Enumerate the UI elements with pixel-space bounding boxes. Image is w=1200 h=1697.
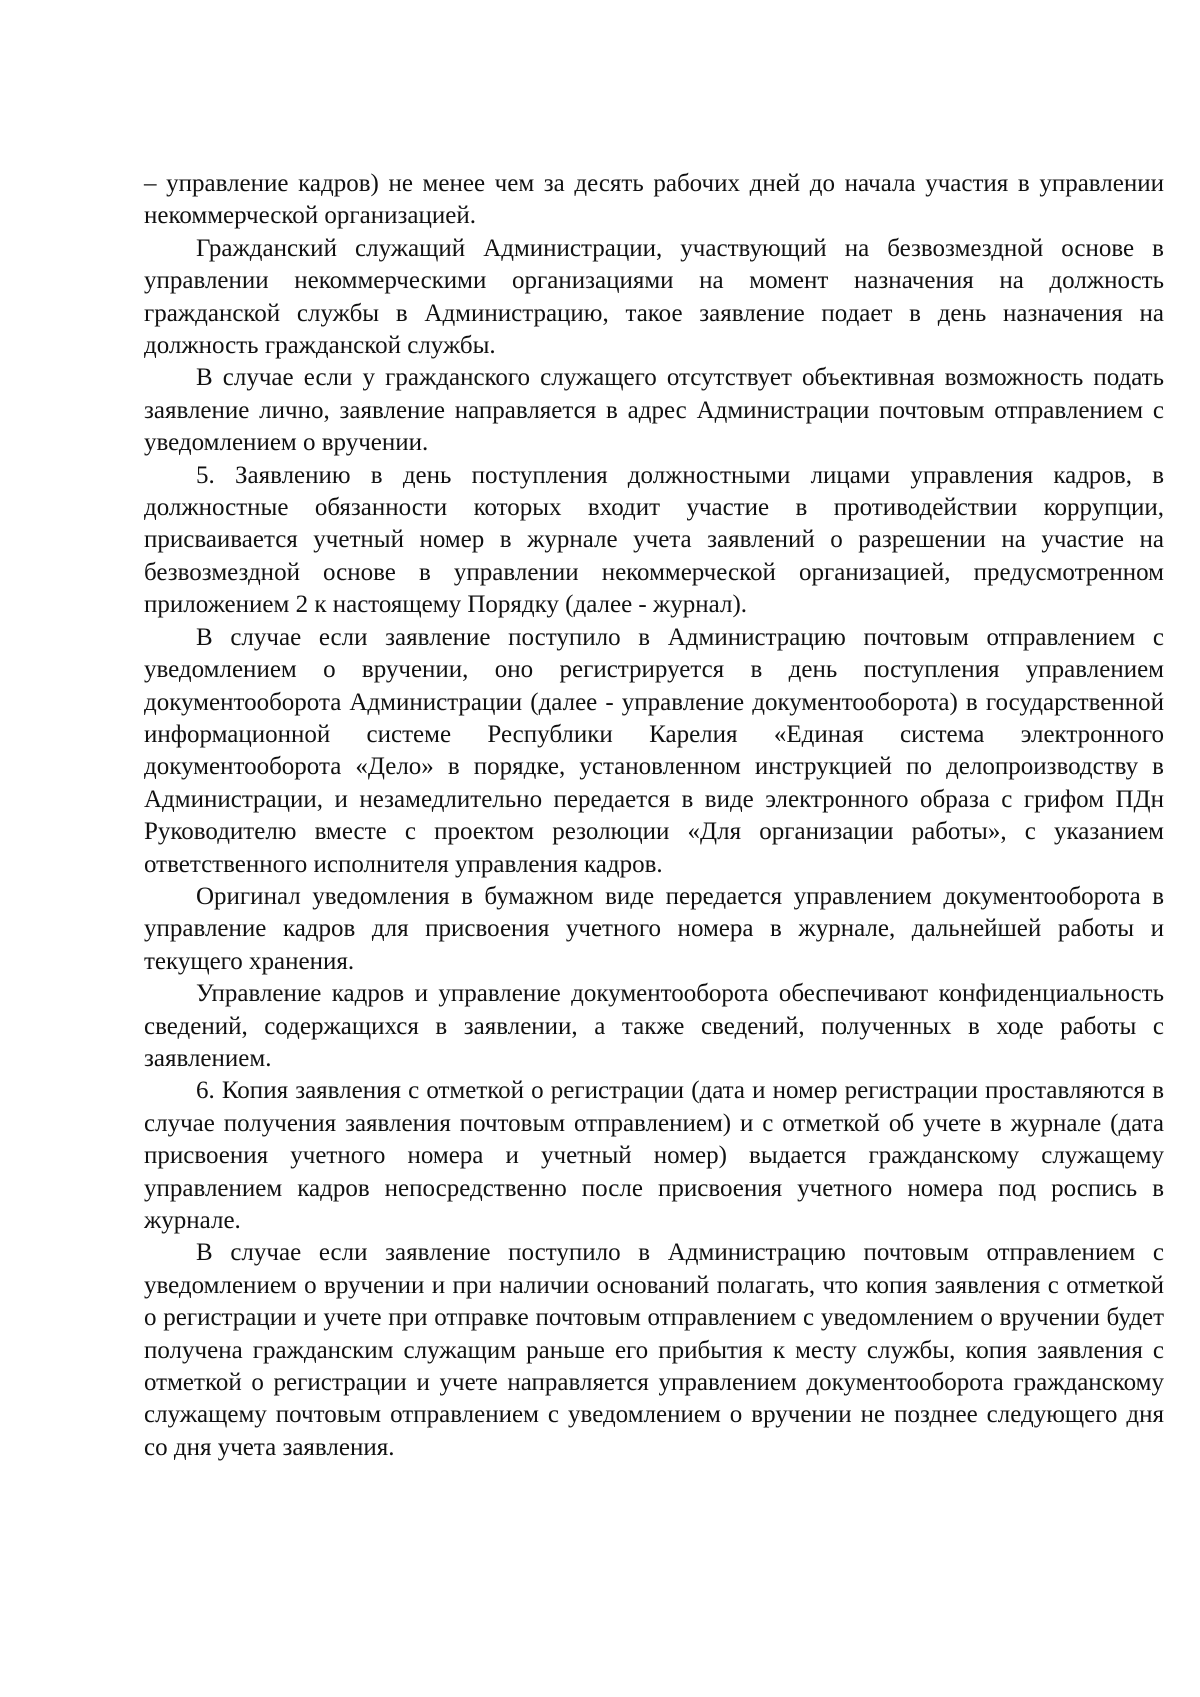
- paragraph-confidentiality: Управление кадров и управление документооборота обеспечивают конфиденциальность сведений, содержащихся в заявлении, а также сведений, полученных в ходе работы с заявлением.: [144, 980, 1164, 1072]
- paragraph-registration: В случае если заявление поступило в Администрацию почтовым отправлением с уведомлением о вручении, оно регистрируется в день поступления управлением документооборота Администрации (далее - управление документооборота) в государственной информационной системе Республики Карелия «Единая система электронного документооборота «Дело» в порядке, установленном инструкцией по делопроизводству в Администрации, и незамедлительно передается в виде электронного образа с грифом ПДн Руководителю вместе с проектом резолюции «Для организации работы», с указанием ответственного исполнителя управления кадров.: [144, 623, 1164, 878]
- paragraph-item-6: 6. Копия заявления с отметкой о регистрации (дата и номер регистрации проставляются в случае получения заявления почтовым отправлением) и с отметкой об учете в журнале (дата присвоения учетного номера и учетный номер) выдается гражданскому служащему управлением кадров непосредственно после присвоения учетного номера под роспись в журнале.: [144, 1077, 1164, 1234]
- paragraph-item-5: 5. Заявлению в день поступления должностными лицами управления кадров, в должностные обязанности которых входит участие в противодействии коррупции, присваивается учетный номер в журнале учета заявлений о разрешении на участие на безвозмездной основе в управлении некоммерческой организацией, предусмотренном приложением 2 к настоящему Порядку (далее - журнал).: [144, 461, 1164, 619]
- paragraph-postal-copy: В случае если заявление поступило в Администрацию почтовым отправлением с уведомлением о вручении и при наличии оснований полагать, что копия заявления с отметкой о регистрации и учете при отправке почтовым отправлением с уведомлением о вручении будет получена гражданским служащим раньше его прибытия к месту службы, копия заявления с отметкой о регистрации и учете направляется управлением документооборота гражданскому служащему почтовым отправлением с уведомлением о вручении не позднее следующего дня со дня учета заявления.: [144, 1239, 1164, 1461]
- paragraph-postal-submission: В случае если у гражданского служащего отсутствует объективная возможность подать заявление лично, заявление направляется в адрес Администрации почтовым отправлением с уведомлением о вручении.: [144, 364, 1164, 457]
- paragraph-original-transfer: Оригинал уведомления в бумажном виде передается управлением документооборота в управление кадров для присвоения учетного номера в журнале, дальнейшей работы и текущего хранения.: [144, 882, 1164, 975]
- document-page: [144, 168, 1164, 1464]
- paragraph-continuation: – управление кадров) не менее чем за десять рабочих дней до начала участия в управлении некоммерческой организацией.: [144, 170, 1164, 230]
- paragraph-civil-servant-appointment: Гражданский служащий Администрации, участвующий на безвозмездной основе в управлении некоммерческими организациями на момент назначения на должность гражданской службы в Администрацию, такое заявление подает в день назначения на должность гражданской службы.: [144, 234, 1164, 360]
